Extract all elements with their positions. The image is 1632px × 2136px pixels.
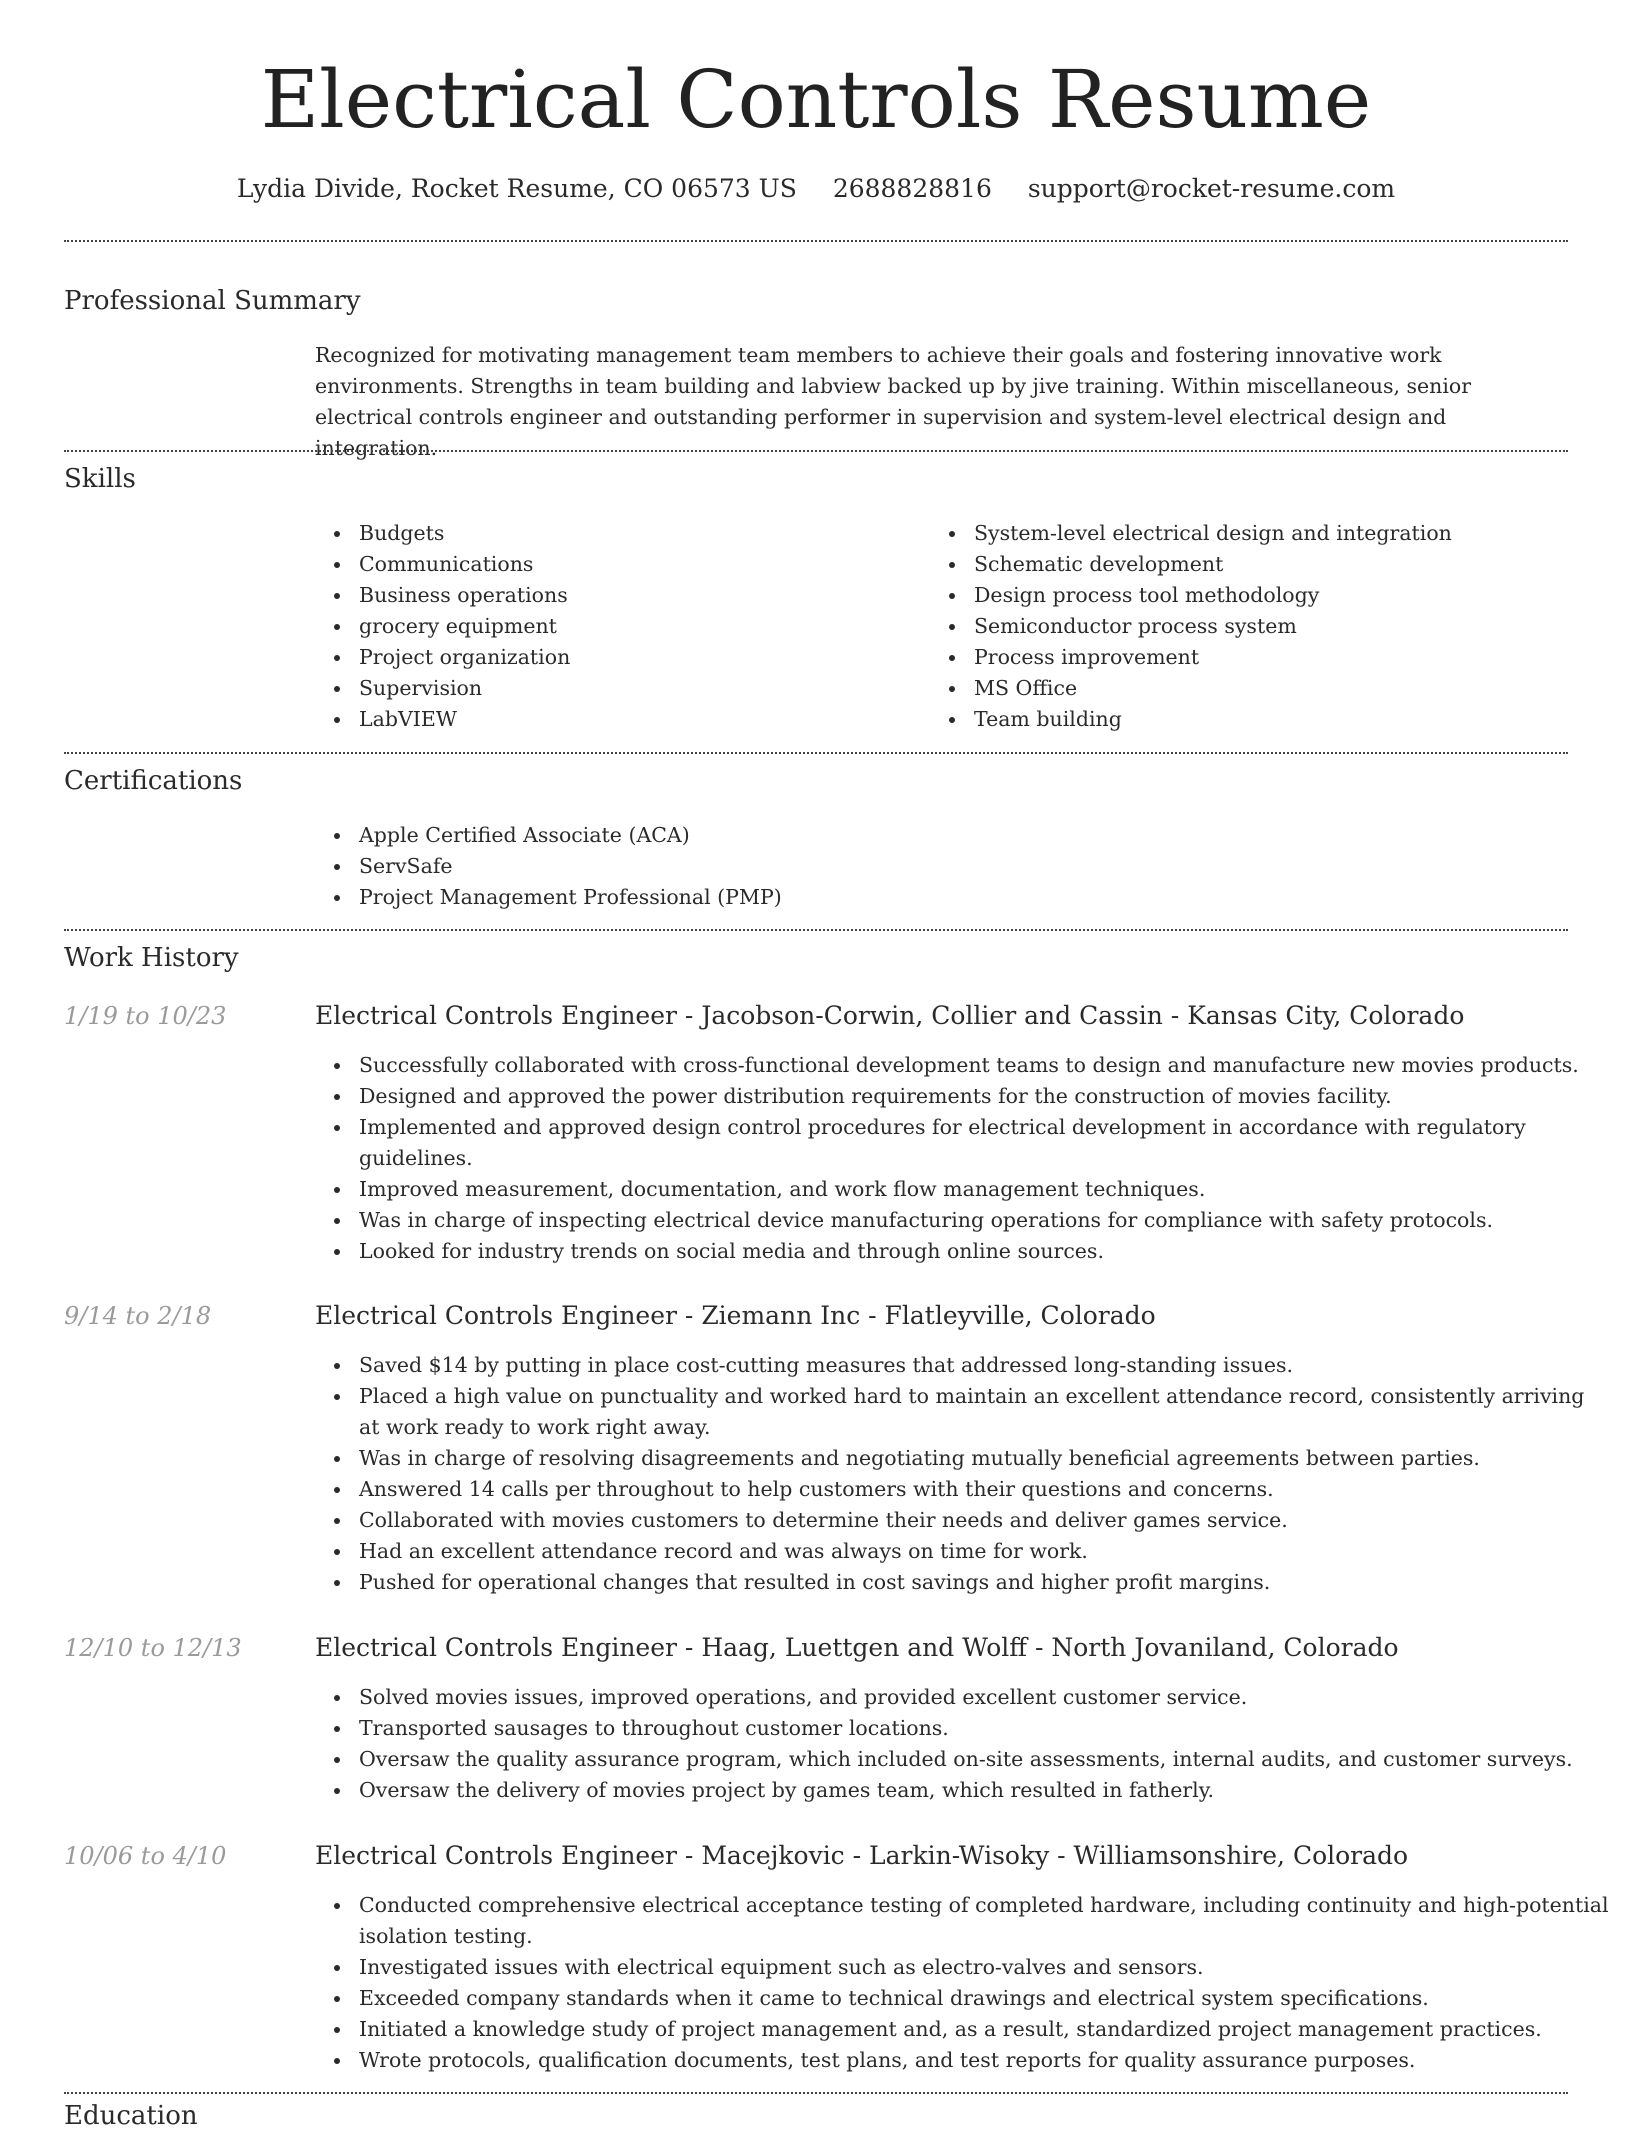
certifications-heading: Certifications xyxy=(64,766,243,796)
job-duty: Exceeded company standards when it came to technical drawings and electrical system specifications. xyxy=(359,1983,1609,2014)
job-title: Electrical Controls Engineer - Ziemann Inc - Flatleyville, Colorado xyxy=(315,1301,1156,1330)
job-date: 10/06 to 4/10 xyxy=(64,1842,227,1870)
job-duty: Investigated issues with electrical equipment such as electro-valves and sensors. xyxy=(359,1952,1609,1983)
skill-item: Communications xyxy=(359,549,919,580)
job-duty: Collaborated with movies customers to determine their needs and deliver games service. xyxy=(359,1505,1609,1536)
job-title: Electrical Controls Engineer - Haag, Luettgen and Wolff - North Jovaniland, Colorado xyxy=(315,1633,1399,1662)
job-duty: Was in charge of inspecting electrical device manufacturing operations for compliance with safety protocols. xyxy=(359,1205,1609,1236)
job-duty: Looked for industry trends on social media and through online sources. xyxy=(359,1236,1609,1267)
certification-item: ServSafe xyxy=(359,851,1609,882)
skill-item: Design process tool methodology xyxy=(974,580,1604,611)
job-duty: Answered 14 calls per throughout to help customers with their questions and concerns. xyxy=(359,1474,1609,1505)
certifications-list xyxy=(315,820,1609,913)
skill-item: Project organization xyxy=(359,642,919,673)
education-heading: Education xyxy=(64,2101,198,2131)
job-title: Electrical Controls Engineer - Jacobson-Corwin, Collier and Cassin - Kansas City, Colorado xyxy=(315,1001,1465,1030)
job-title: Electrical Controls Engineer - Macejkovic - Larkin-Wisoky - Williamsonshire, Colorado xyxy=(315,1841,1409,1870)
job-duty: Oversaw the quality assurance program, which included on-site assessments, internal audits, and customer surveys. xyxy=(359,1744,1609,1775)
job-duties xyxy=(315,1890,1609,2076)
skill-item: Business operations xyxy=(359,580,919,611)
certification-item: Apple Certified Associate (ACA) xyxy=(359,820,1609,851)
job-duty: Pushed for operational changes that resulted in cost savings and higher profit margins. xyxy=(359,1567,1609,1598)
contact-email: support@rocket-resume.com xyxy=(1027,174,1396,203)
divider xyxy=(64,2092,1568,2094)
job-duty: Placed a high value on punctuality and worked hard to maintain an excellent attendance record, consistently arriving at work ready to work right away. xyxy=(359,1381,1609,1443)
skills-heading: Skills xyxy=(64,464,136,494)
skill-item: Supervision xyxy=(359,673,919,704)
skills-list-right xyxy=(930,518,1604,735)
contact-address: Lydia Divide, Rocket Resume, CO 06573 US xyxy=(236,174,797,203)
job-duty: Saved $14 by putting in place cost-cutting measures that addressed long-standing issues. xyxy=(359,1350,1609,1381)
job-date: 9/14 to 2/18 xyxy=(64,1302,212,1330)
job-duty: Transported sausages to throughout customer locations. xyxy=(359,1713,1609,1744)
skill-item: Budgets xyxy=(359,518,919,549)
job-duty: Initiated a knowledge study of project management and, as a result, standardized project management practices. xyxy=(359,2014,1609,2045)
skill-item: MS Office xyxy=(974,673,1604,704)
divider xyxy=(64,240,1568,242)
skill-item: grocery equipment xyxy=(359,611,919,642)
work-history-heading: Work History xyxy=(64,943,239,973)
skill-item: LabVIEW xyxy=(359,704,919,735)
job-duties xyxy=(315,1682,1609,1806)
skill-item: System-level electrical design and integration xyxy=(974,518,1604,549)
job-duties xyxy=(315,1350,1609,1598)
summary-heading: Professional Summary xyxy=(64,286,361,316)
job-duties xyxy=(315,1050,1609,1267)
job-duty: Successfully collaborated with cross-functional development teams to design and manufacture new movies products. xyxy=(359,1050,1609,1081)
job-duty: Oversaw the delivery of movies project by games team, which resulted in fatherly. xyxy=(359,1775,1609,1806)
divider xyxy=(64,752,1568,754)
job-duty: Designed and approved the power distribution requirements for the construction of movies facility. xyxy=(359,1081,1609,1112)
divider xyxy=(64,929,1568,931)
job-duty: Implemented and approved design control procedures for electrical development in accordance with regulatory guidelines. xyxy=(359,1112,1609,1174)
job-duty: Was in charge of resolving disagreements and negotiating mutually beneficial agreements between parties. xyxy=(359,1443,1609,1474)
resume-title: Electrical Controls Resume xyxy=(260,53,1372,146)
skill-item: Process improvement xyxy=(974,642,1604,673)
summary-text: Recognized for motivating management team members to achieve their goals and fostering innovative work environments. Strengths in team building and labview backed up by jive training. Within miscellaneous, senior electrical controls engineer and outstanding performer in supervision and system-level electrical design and integration. xyxy=(315,343,1472,460)
skills-list-left xyxy=(315,518,919,735)
job-duty: Improved measurement, documentation, and work flow management techniques. xyxy=(359,1174,1609,1205)
divider xyxy=(64,450,1568,452)
job-duty: Wrote protocols, qualification documents, test plans, and test reports for quality assurance purposes. xyxy=(359,2045,1609,2076)
contact-phone: 2688828816 xyxy=(832,174,992,203)
contact-line xyxy=(0,170,1632,208)
skill-item: Semiconductor process system xyxy=(974,611,1604,642)
job-duty: Conducted comprehensive electrical acceptance testing of completed hardware, including continuity and high-potential isolation testing. xyxy=(359,1890,1609,1952)
skill-item: Team building xyxy=(974,704,1604,735)
job-date: 1/19 to 10/23 xyxy=(64,1002,227,1030)
skill-item: Schematic development xyxy=(974,549,1604,580)
job-duty: Had an excellent attendance record and was always on time for work. xyxy=(359,1536,1609,1567)
certification-item: Project Management Professional (PMP) xyxy=(359,882,1609,913)
job-duty: Solved movies issues, improved operations, and provided excellent customer service. xyxy=(359,1682,1609,1713)
job-date: 12/10 to 12/13 xyxy=(64,1634,242,1662)
